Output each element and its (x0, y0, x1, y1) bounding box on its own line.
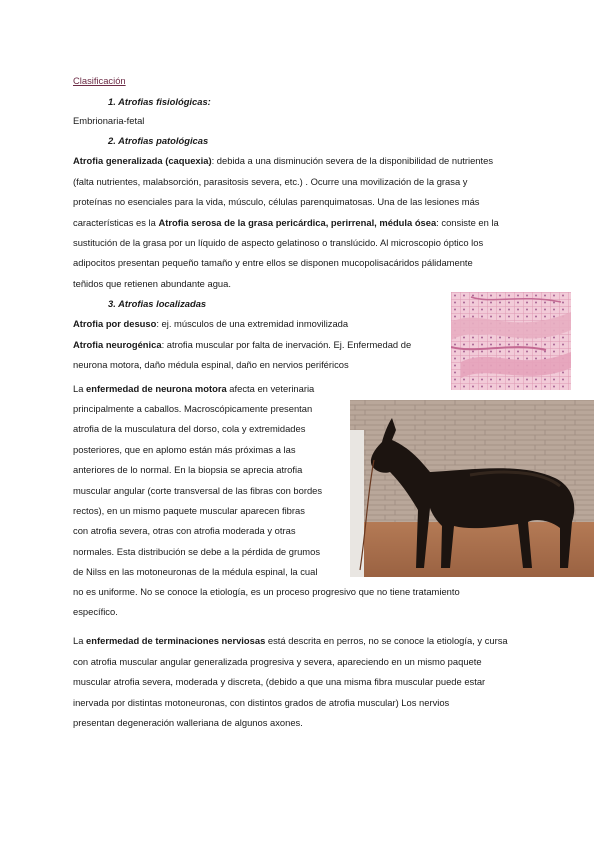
paragraph-line: rectos), en un mismo paquete muscular aparecen fibras (73, 505, 305, 516)
heading-physiological: 1. Atrofias fisiológicas: (108, 96, 211, 107)
paragraph-line: Atrofia generalizada (caquexia): debida a una disminución severa de la disponibilidad de nutrientes (73, 155, 494, 166)
paragraph-line: muscular atrofia severa, moderada y discreta, (debido a que una misma fibra muscular puede estar (73, 676, 486, 687)
section-title: Clasificación (73, 75, 126, 86)
paragraph-line: inervada por distintas motoneuronas, con distintos grados de atrofia muscular) Los nervios (73, 697, 450, 708)
paragraph-line: (falta nutrientes, malabsorción, parasitosis severa, etc.) . Ocurre una movilización de la grasa y (73, 176, 468, 187)
paragraph-line: La enfermedad de terminaciones nerviosas está descrita en perros, no se conoce la etiología, y cursa (73, 635, 508, 646)
paragraph-line: normales. Esta distribución se debe a la pérdida de grumos (73, 546, 321, 557)
paragraph-line: muscular angular (corte transversal de las fibras con bordes (73, 485, 323, 496)
paragraph-line: teñidos que retienen abundante agua. (73, 278, 231, 289)
paragraph-line: con atrofia muscular angular generalizada progresiva y severa, apareciendo en un mismo paquete (73, 656, 482, 667)
paragraph-line: posteriores, que en aplomo están más próximas a las (73, 444, 296, 455)
paragraph-line: sustitución de la grasa por un líquido de aspecto gelatinoso o translúcido. Al microscopio óptico los (73, 237, 484, 248)
paragraph-line: adipocitos presentan pequeño tamaño y entre ellos se disponen mucopolisacáridos pálidamente (73, 257, 473, 268)
paragraph-line: neurona motora, daño médula espinal, daño en nervios periféricos (73, 359, 349, 370)
histology-micrograph (451, 292, 571, 390)
paragraph-line: Atrofia neurogénica: atrofia muscular por falta de inervación. Ej. Enfermedad de (73, 339, 412, 350)
paragraph-line: proteínas no esenciales para la vida, músculo, células parenquimatosas. Una de las lesiones más (73, 196, 480, 207)
paragraph-line: Atrofia por desuso: ej. músculos de una extremidad inmovilizada (73, 318, 349, 329)
heading-pathological: 2. Atrofias patológicas (108, 135, 209, 146)
heading-localized: 3. Atrofias localizadas (108, 298, 207, 309)
paragraph-line: con atrofia severa, otras con atrofia moderada y otras (73, 525, 296, 536)
paragraph-line: atrofia de la musculatura del dorso, cola y extremidades (73, 423, 306, 434)
paragraph-line: La enfermedad de neurona motora afecta en veterinaria (73, 383, 315, 394)
physiological-item: Embrionaria-fetal (73, 115, 145, 126)
paragraph-line: no es uniforme. No se conoce la etiología, es un proceso progresivo que no tiene tratamiento (73, 586, 460, 597)
paragraph-line: presentan degeneración walleriana de algunos axones. (73, 717, 303, 728)
paragraph-line: anteriores de lo normal. En la biopsia se aprecia atrofia (73, 464, 303, 475)
paragraph-line: específico. (73, 606, 118, 617)
horse-photograph (350, 400, 594, 577)
paragraph-line: de Nilss en las motoneuronas de la médula espinal, la cual (73, 566, 318, 577)
paragraph-line: principalmente a caballos. Macroscópicamente presentan (73, 403, 313, 414)
paragraph-line: características es la Atrofia serosa de la grasa pericárdica, perirrenal, médula ósea: consiste en la (73, 217, 499, 228)
